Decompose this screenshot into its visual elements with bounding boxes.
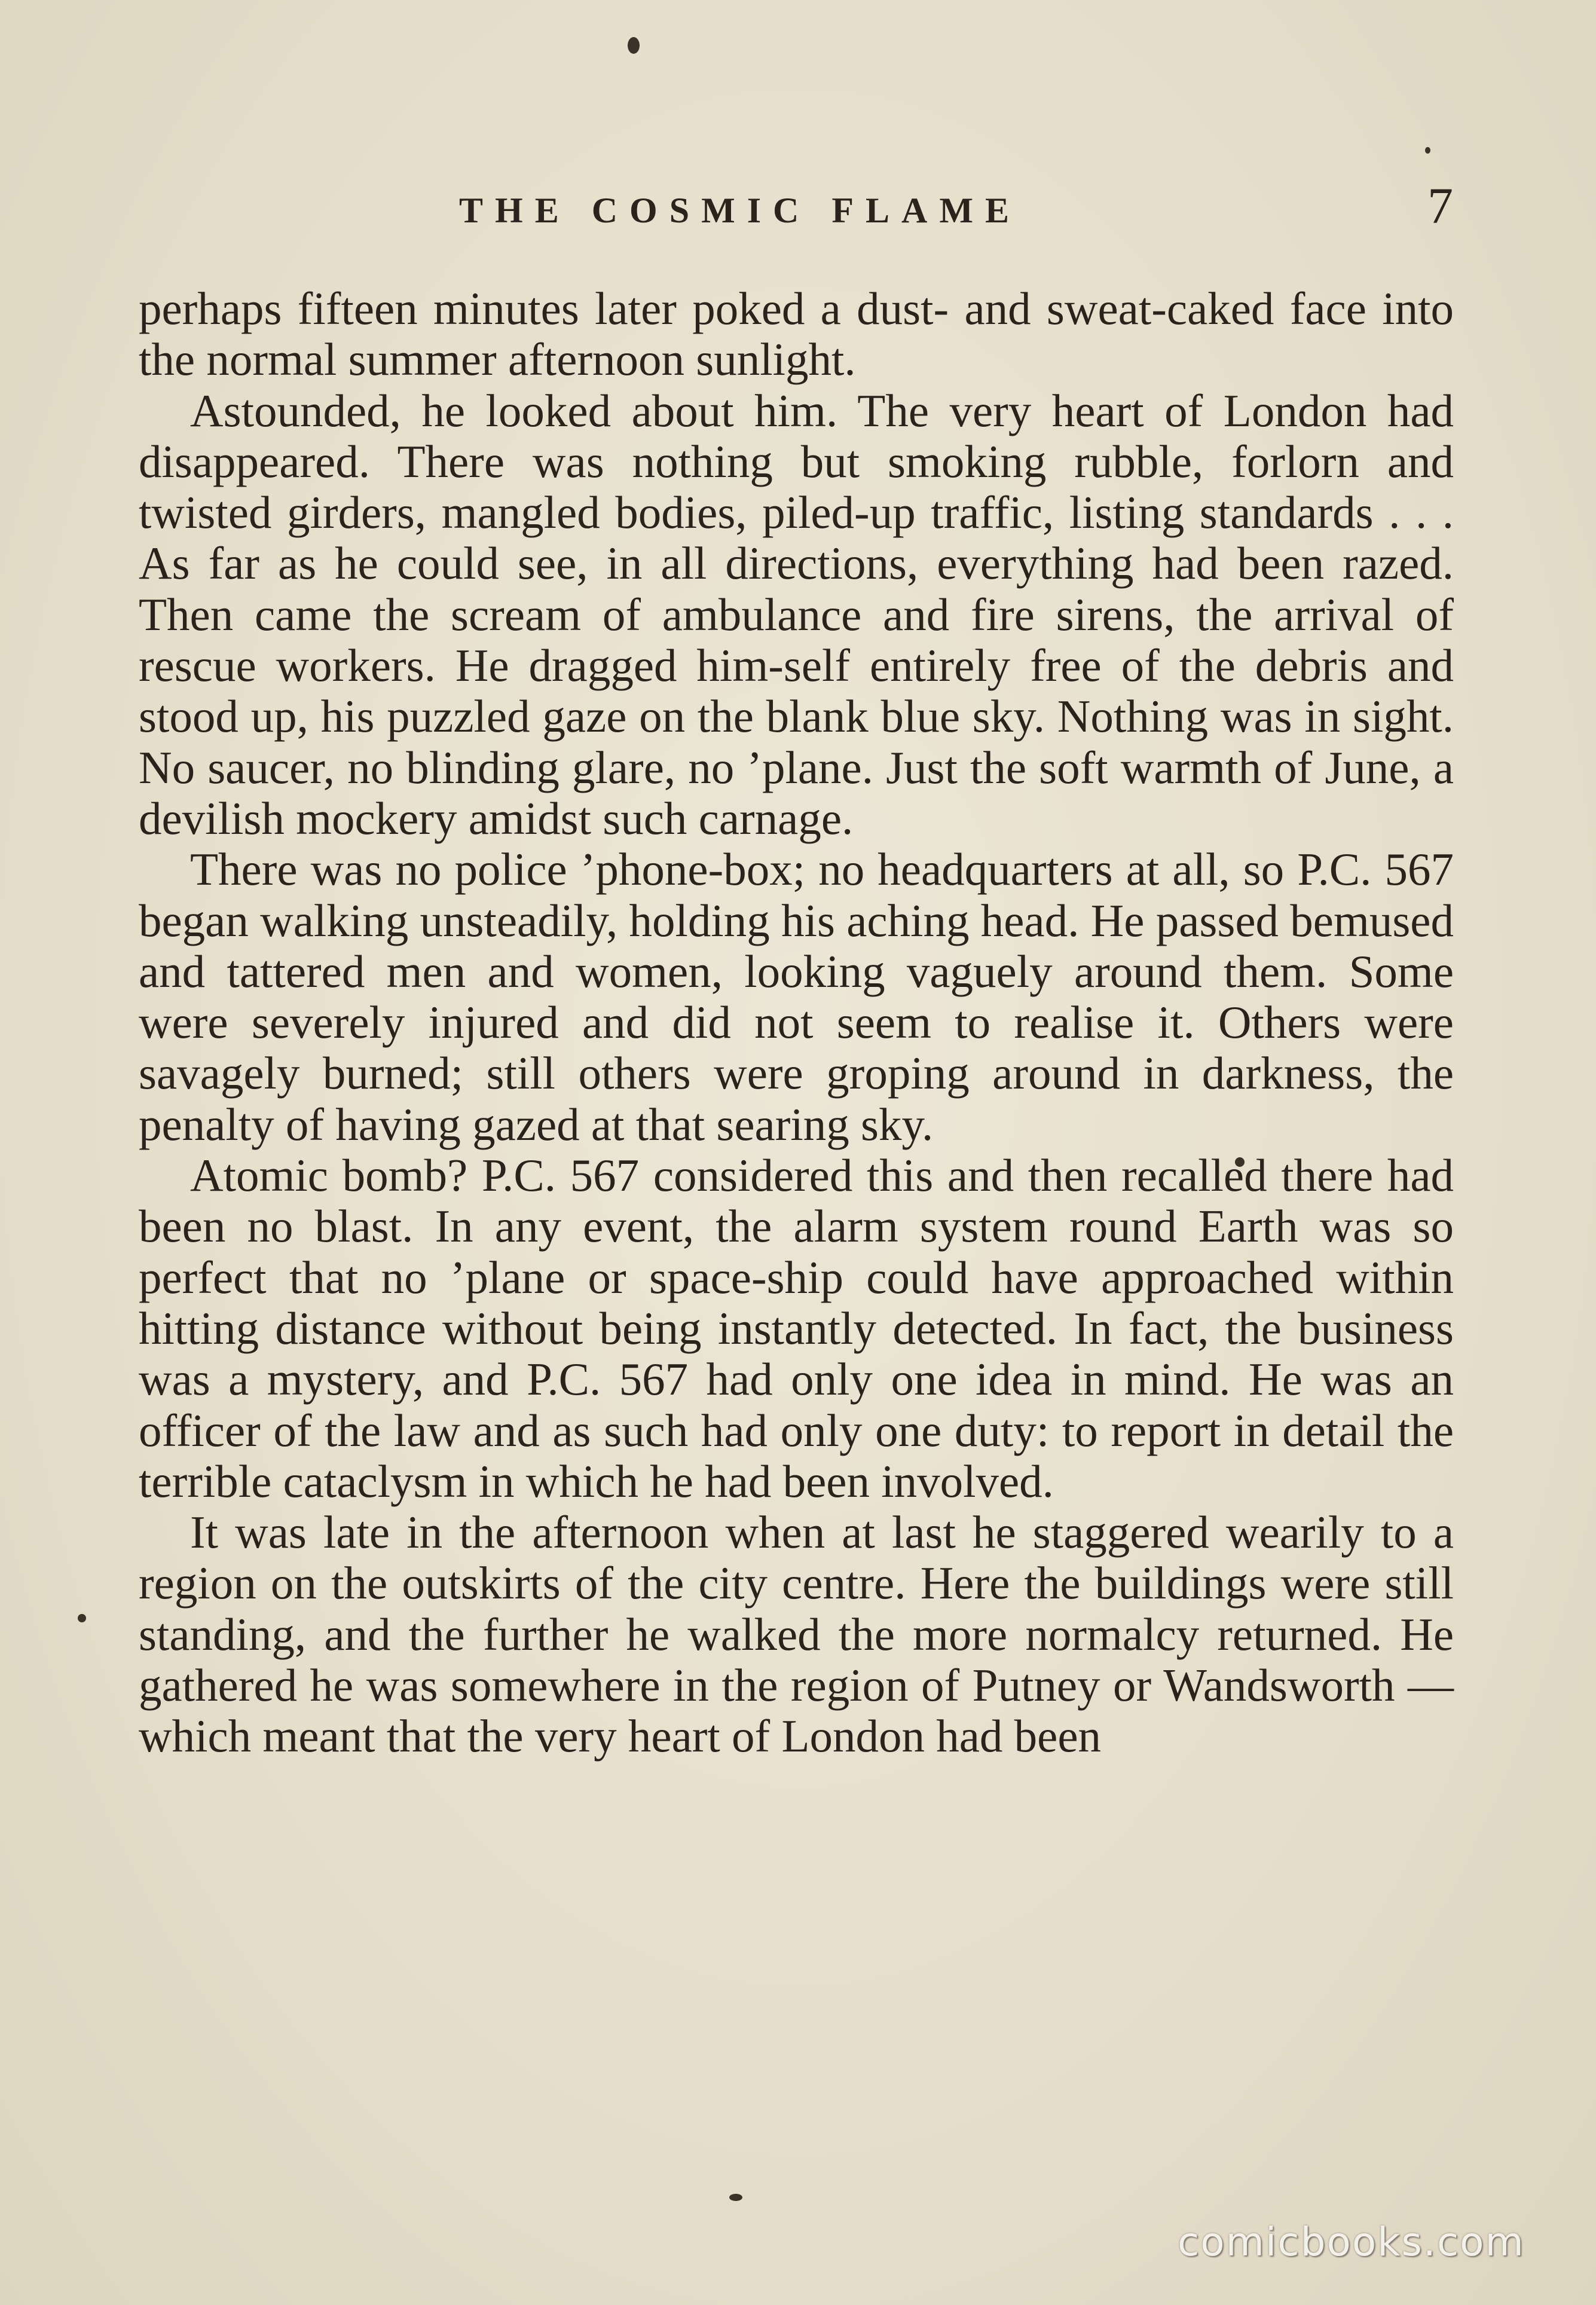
running-head: THE COSMIC FLAME	[459, 191, 1022, 230]
watermark: comicbooks.com	[1178, 2219, 1525, 2265]
page-header	[0, 179, 1596, 245]
paragraph: There was no police ’phone-box; no headquarters at all, so P.C. 567 began walking unsteadily, holding his aching head. He passed bemused and tattered men and women, looking vaguely around them. Some were severely injured and did not seem to realise it. Others were savagely burned; still others were groping around in darkness, the penalty of having gazed at that searing sky.	[139, 843, 1454, 1150]
paper-speck	[628, 37, 640, 54]
page-number: 7	[1427, 177, 1453, 234]
paper-speck	[1425, 147, 1430, 154]
paragraph: It was late in the afternoon when at last he staggered wearily to a region on the outskirts of the city centre. Here the buildings were still standing, and the further he walked the more normalcy returned. He gathered he was somewhere in the region of Putney or Wandsworth —which meant that the very heart of London had been	[139, 1506, 1454, 1762]
paragraph: perhaps fifteen minutes later poked a dust- and sweat-caked face into the normal summer afternoon sunlight.	[139, 283, 1454, 386]
body-text	[139, 283, 1454, 1762]
paper-speck	[78, 1614, 86, 1622]
paper-speck	[729, 2194, 742, 2201]
paragraph: Atomic bomb? P.C. 567 considered this and then recalled there had been no blast. In any event, the alarm system round Earth was so perfect that no ’plane or space-ship could have approached within hitting distance without being instantly detected. In fact, the business was a mystery, and P.C. 567 had only one idea in mind. He was an officer of the law and as such had only one duty: to report in detail the terrible cataclysm in which he had been involved.	[139, 1150, 1454, 1507]
paragraph: Astounded, he looked about him. The very heart of London had disappeared. There was nothing but smoking rubble, forlorn and twisted girders, mangled bodies, piled-up traffic, listing standards . . . As far as he could see, in all directions, everything had been razed. Then came the scream of ambulance and fire sirens, the arrival of rescue workers. He dragged him-self entirely free of the debris and stood up, his puzzled gaze on the blank blue sky. Nothing was in sight. No saucer, no blinding glare, no ’plane. Just the soft warmth of June, a devilish mockery amidst such carnage.	[139, 384, 1454, 844]
